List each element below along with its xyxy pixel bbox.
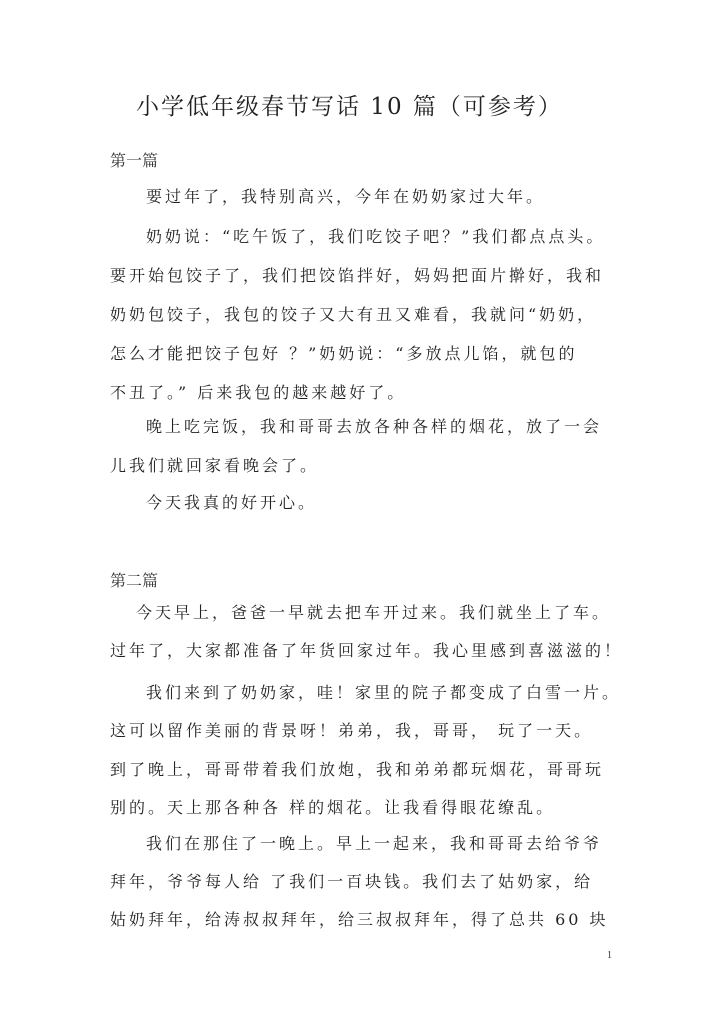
- paragraph-line: 怎么才能把饺子包好 ？”奶奶说：“多放点儿馅，就包的: [110, 344, 578, 363]
- paragraph-line: 这可以留作美丽的背景呀！弟弟，我，哥哥， 玩了一天。: [110, 721, 594, 740]
- section-heading-1: 第一篇: [110, 151, 159, 170]
- paragraph-line: 过年了，大家都准备了年货回家过年。我心里感到喜滋滋的！: [110, 641, 624, 660]
- paragraph-line: 要开始包饺子了，我们把饺馅拌好，妈妈把面片擀好，我和: [110, 266, 605, 285]
- paragraph-line: 今天早上，爸爸一早就去把车开过来。我们就坐上了车。: [136, 603, 612, 622]
- paragraph-line: 今天我真的好开心。: [146, 493, 318, 512]
- paragraph-line: 别的。天上那各种各 样的烟花。让我看得眼花缭乱。: [110, 798, 556, 817]
- paragraph-line: 不丑了。” 后来我包的越来越好了。: [110, 383, 407, 402]
- paragraph-line: 儿我们就回家看晚会了。: [110, 456, 320, 475]
- paragraph-line: 要过年了，我特别高兴，今年在奶奶家过大年。: [146, 187, 546, 206]
- paragraph-line: 到了晚上，哥哥带着我们放炮，我和弟弟都玩烟花，哥哥玩: [110, 760, 605, 779]
- paragraph-line: 晚上吃完饭，我和哥哥去放各种各样的烟花，放了一会: [146, 417, 603, 436]
- paragraph-line: 我们在那住了一晚上。早上一起来，我和哥哥去给爷爷: [146, 834, 603, 853]
- page-number: 1: [607, 950, 612, 961]
- paragraph-line: 奶奶包饺子，我包的饺子又大有丑又难看，我就问“奶奶，: [110, 305, 597, 324]
- section-heading-2: 第二篇: [110, 571, 159, 590]
- paragraph-line: 奶奶说：“吃午饭了，我们吃饺子吧？”我们都点点头。: [146, 227, 606, 246]
- paragraph-line: 姑奶拜年，给涛叔叔拜年，给三叔叔拜年，得了总共 60 块: [110, 910, 609, 929]
- page-title: 小学低年级春节写话 10 篇（可参考）: [136, 94, 563, 120]
- paragraph-line: 拜年，爷爷每人给 了我们一百块钱。我们去了姑奶家，给: [110, 872, 594, 891]
- paragraph-line: 我们来到了奶奶家，哇！家里的院子都变成了白雪一片。: [146, 683, 622, 702]
